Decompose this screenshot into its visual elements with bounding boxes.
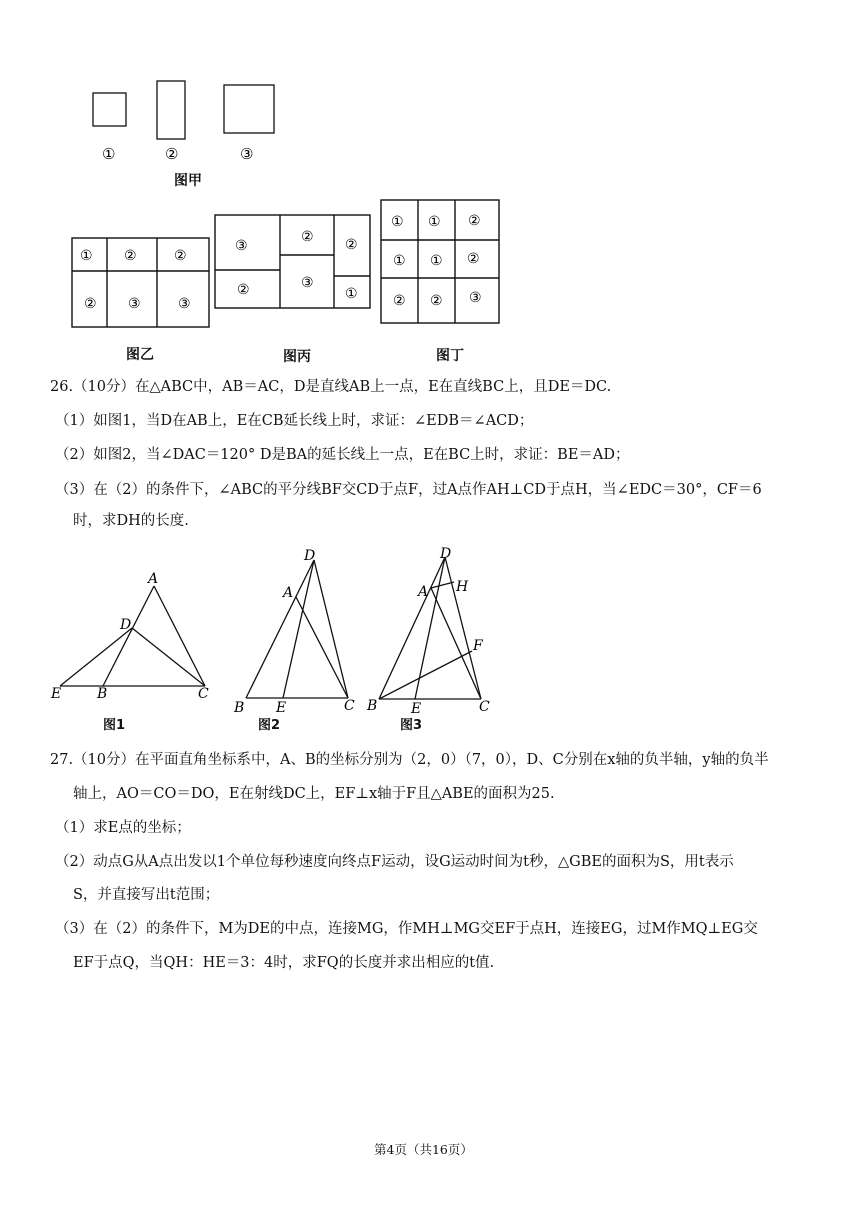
- q27-part3-line2: EF于点Q，当QH：HE＝3：4时，求FQ的长度并求出相应的t值.: [73, 955, 495, 971]
- svg-text:③: ③: [469, 290, 482, 306]
- q26-part1: （1）如图1，当D在AB上，E在CB延长线上时，求证：∠EDB＝∠ACD；: [55, 413, 534, 429]
- caption-fig1: 图1: [103, 718, 126, 733]
- svg-text:①: ①: [345, 286, 358, 302]
- figure-jia-shapes: [80, 75, 300, 170]
- segment-BD: [379, 557, 445, 699]
- point-C: C: [479, 699, 490, 715]
- svg-text:①: ①: [393, 253, 406, 269]
- q27-stem-line2: 轴上，AO＝CO＝DO，E在射线DC上，EF⊥x轴于F且△ABE的面积为25.: [73, 786, 555, 802]
- point-D: D: [120, 617, 132, 633]
- shape-label-1: ①: [102, 145, 116, 163]
- point-B: B: [234, 700, 245, 715]
- svg-text:③: ③: [235, 238, 248, 254]
- svg-text:②: ②: [84, 296, 97, 312]
- segment-AB: [103, 586, 154, 686]
- shape-label-3: ③: [240, 145, 254, 163]
- svg-text:②: ②: [345, 237, 358, 253]
- svg-text:③: ③: [301, 275, 314, 291]
- point-C: C: [198, 686, 209, 702]
- segment-DE: [283, 560, 314, 698]
- shape-square-large: [224, 85, 274, 133]
- figure-ding-grid: [379, 198, 503, 326]
- segment-AC: [154, 586, 205, 686]
- point-E: E: [411, 701, 422, 715]
- shape-label-2: ②: [165, 145, 179, 163]
- point-A: A: [148, 571, 159, 587]
- point-A: A: [418, 584, 429, 600]
- svg-text:①: ①: [391, 214, 404, 230]
- segment-DC: [314, 560, 348, 698]
- q26-part3-line1: （3）在（2）的条件下，∠ABC的平分线BF交CD于点F，过A点作AH⊥CD于点H，当∠EDC＝30°，CF＝6: [55, 482, 762, 498]
- svg-text:②: ②: [467, 251, 480, 267]
- q27-part1: （1）求E点的坐标；: [55, 820, 191, 836]
- caption-jia: 图甲: [174, 173, 202, 189]
- q27-part2-line1: （2）动点G从A点出发以1个单位每秒速度向终点F运动，设G运动时间为t秒，△GBE的面积为S，用t表示: [55, 854, 734, 870]
- caption-fig2: 图2: [258, 718, 281, 733]
- figure-bing-grid: [213, 213, 373, 311]
- caption-yi: 图乙: [126, 347, 154, 363]
- point-E: E: [51, 686, 62, 702]
- segment-BD: [246, 560, 314, 698]
- q26-figure-2: [228, 545, 368, 715]
- shape-rectangle: [157, 81, 185, 139]
- svg-text:②: ②: [124, 248, 137, 264]
- q27-part2-line2: S，并直接写出t范围；: [73, 887, 220, 903]
- page-footer: 第4页（共16页）: [374, 1142, 473, 1157]
- figure-yi-grid: [70, 236, 212, 330]
- segment-AC: [296, 597, 348, 698]
- q26-figure-1: [48, 570, 218, 710]
- point-B: B: [367, 698, 378, 714]
- caption-bing: 图丙: [283, 349, 311, 365]
- svg-text:②: ②: [468, 213, 481, 229]
- caption-fig3: 图3: [400, 718, 423, 733]
- svg-text:①: ①: [430, 253, 443, 269]
- q26-stem: 26.（10分）在△ABC中，AB＝AC，D是直线AB上一点，E在直线BC上，且DE＝DC.: [50, 379, 612, 395]
- point-C: C: [344, 698, 355, 714]
- segment-ED: [60, 628, 132, 686]
- point-H: H: [456, 579, 469, 595]
- point-D: D: [304, 548, 316, 564]
- q27-part3-line1: （3）在（2）的条件下，M为DE的中点，连接MG，作MH⊥MG交EF于点H，连接EG，过M作MQ⊥EG交: [55, 921, 758, 937]
- segment-DC: [132, 628, 205, 686]
- svg-text:③: ③: [178, 296, 191, 312]
- svg-text:②: ②: [393, 293, 406, 309]
- q27-stem-line1: 27.（10分）在平面直角坐标系中，A、B的坐标分别为（2，0）（7，0），D、C分别在x轴的负半轴，y轴的负半: [50, 752, 769, 768]
- point-B: B: [97, 686, 108, 702]
- point-D: D: [440, 546, 452, 562]
- q26-figure-3: [365, 543, 505, 715]
- svg-text:③: ③: [128, 296, 141, 312]
- point-A: A: [283, 585, 294, 601]
- svg-text:①: ①: [80, 248, 93, 264]
- q26-part3-line2: 时，求DH的长度.: [73, 513, 189, 529]
- svg-text:②: ②: [174, 248, 187, 264]
- caption-ding: 图丁: [436, 348, 464, 364]
- segment-BF: [379, 651, 472, 699]
- segment-AH: [431, 582, 454, 588]
- point-E: E: [276, 700, 287, 715]
- svg-text:①: ①: [428, 214, 441, 230]
- svg-text:②: ②: [301, 229, 314, 245]
- point-F: F: [473, 638, 483, 654]
- svg-text:②: ②: [430, 293, 443, 309]
- shape-square-small: [93, 93, 126, 126]
- q26-part2: （2）如图2，当∠DAC＝120° D是BA的延长线上一点，E在BC上时，求证：BE＝AD；: [55, 447, 630, 463]
- svg-text:②: ②: [237, 282, 250, 298]
